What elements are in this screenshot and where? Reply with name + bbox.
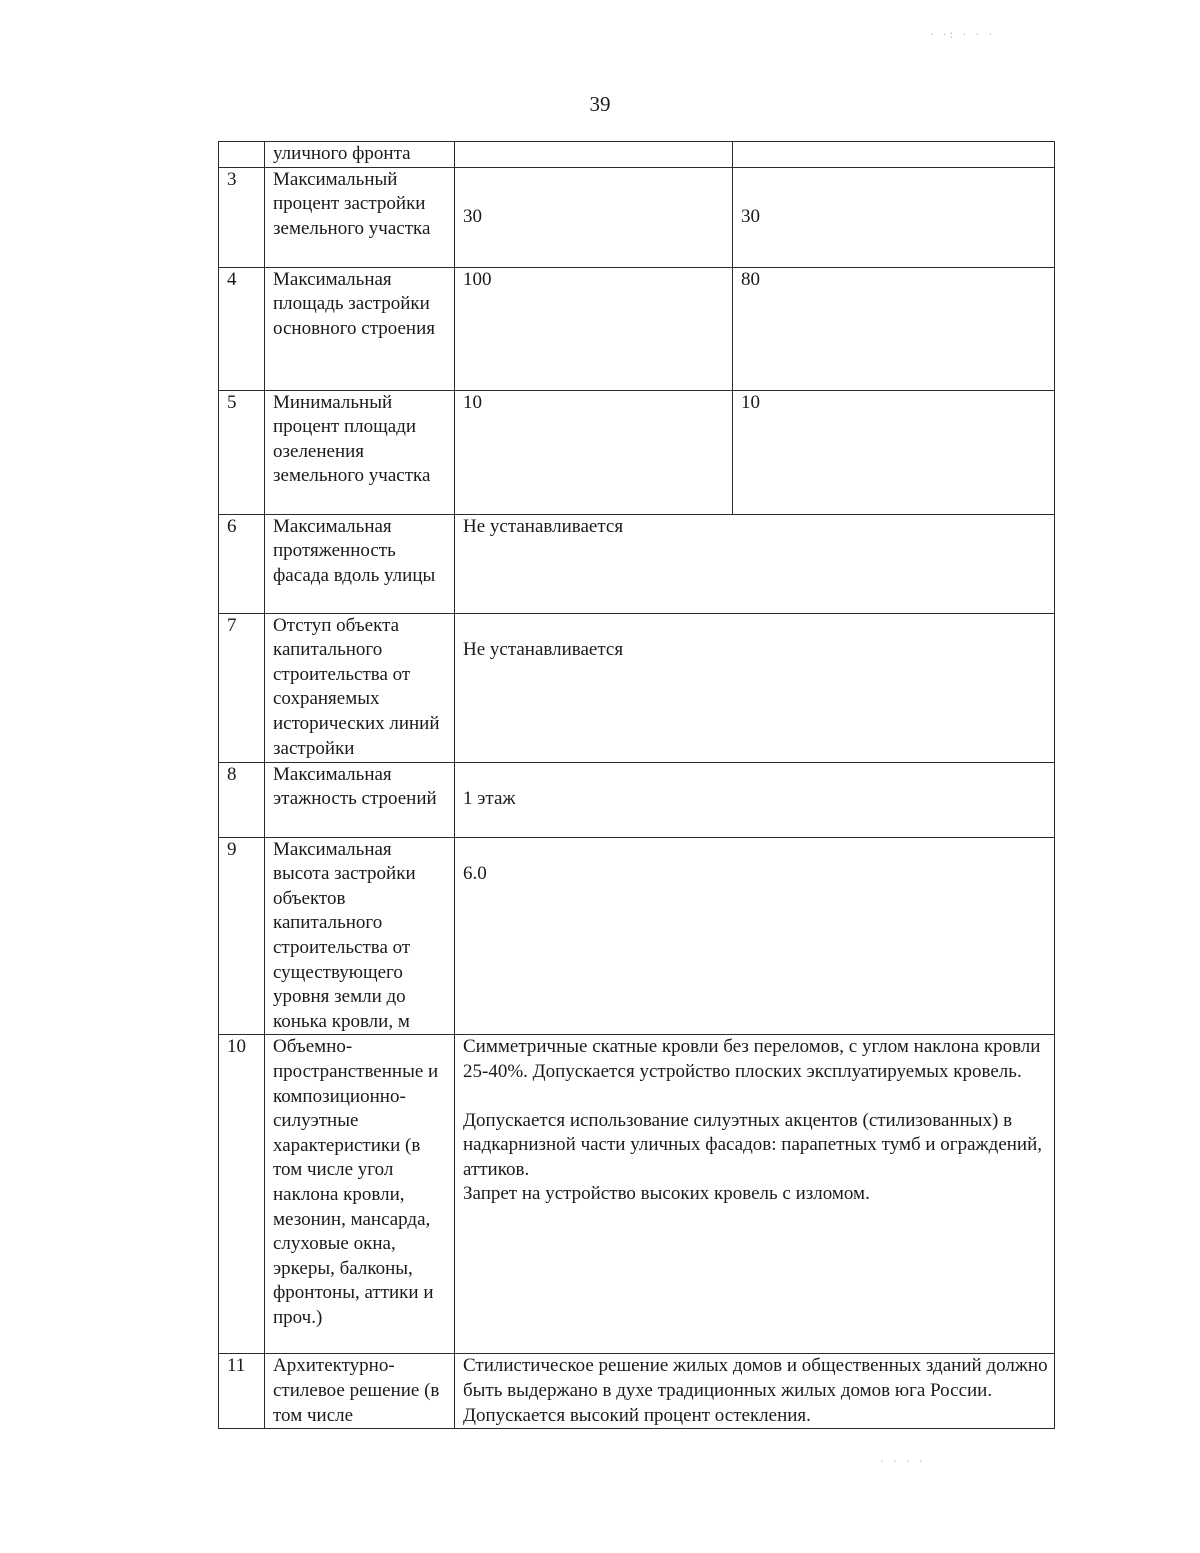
value-cell — [455, 613, 1055, 762]
value-paragraph: Допускается использование силуэтных акцентов (стилизованных) в надкарнизной части уличных фасадов: парапетных тумб и ограждений, аттиков. — [463, 1109, 1043, 1180]
table-row — [219, 1354, 1055, 1429]
value-cell: 30 — [455, 167, 733, 267]
row-number: 7 — [219, 613, 265, 762]
value-cell: 10 — [733, 390, 1055, 514]
table-row — [219, 1035, 1055, 1354]
parameters-table — [218, 141, 1055, 1429]
value-cell: Стилистическое решение жилых домов и общественных зданий должно быть выдержано в духе традиционных жилых домов юга России. Допускается высокий процент остекления. — [455, 1354, 1055, 1429]
row-number: 3 — [219, 167, 265, 267]
parameter-name: Максимальный процент застройки земельного участка — [265, 167, 455, 267]
value-paragraph: Запрет на устройство высоких кровель с изломом. — [463, 1183, 870, 1205]
value-cell: 1 этаж — [455, 762, 1055, 837]
scan-noise: · ·: · · · — [930, 28, 996, 41]
row-number: 6 — [219, 514, 265, 613]
parameter-name: уличного фронта — [265, 142, 455, 168]
page-number: 39 — [589, 92, 611, 116]
value-cell: Не устанавливается — [455, 514, 1055, 613]
parameter-name: Максимальная площадь застройки основного строения — [265, 267, 455, 390]
table-row — [219, 762, 1055, 837]
row-number: 5 — [219, 390, 265, 514]
table-row — [219, 167, 1055, 267]
table-row — [219, 267, 1055, 390]
row-number: 8 — [219, 762, 265, 837]
table-row — [219, 142, 1055, 168]
value-text: 6.0 — [463, 862, 487, 884]
value-cell: 100 — [455, 267, 733, 390]
table-row — [219, 837, 1055, 1035]
table-row — [219, 390, 1055, 514]
row-number — [219, 142, 265, 168]
value-cell: 10 — [455, 390, 733, 514]
value-cell — [455, 1035, 1055, 1354]
value-cell: 30 — [733, 167, 1055, 267]
parameter-name: Отступ объекта капитального строительства от сохраняемых исторических линий застройки — [265, 613, 455, 762]
scan-noise: · · · · — [880, 1455, 926, 1468]
parameter-name: Архитектурно-стилевое решение (в том числе — [265, 1354, 455, 1429]
value-text: Не устанавливается — [463, 638, 624, 660]
parameter-name: Минимальный процент площади озеленения земельного участка — [265, 390, 455, 514]
parameter-name: Максимальная протяженность фасада вдоль улицы — [265, 514, 455, 613]
value-paragraph: Симметричные скатные кровли без переломов, с углом наклона кровли 25-40%. Допускается устройство плоских эксплуатируемых кровель. — [463, 1036, 1041, 1082]
table-row — [219, 613, 1055, 762]
value-cell: 80 — [733, 267, 1055, 390]
row-number: 4 — [219, 267, 265, 390]
row-number: 10 — [219, 1035, 265, 1354]
row-number: 11 — [219, 1354, 265, 1429]
parameter-name: Объемно-пространственные и композиционно-силуэтные характеристики (в том числе угол наклона кровли, мезонин, мансарда, слуховые окна, эркеры, балконы, фронтоны, аттики и проч.) — [265, 1035, 455, 1354]
table-row — [219, 514, 1055, 613]
value-cell — [455, 837, 1055, 1035]
value-cell — [733, 142, 1055, 168]
value-cell — [455, 142, 733, 168]
parameter-name: Максимальная этажность строений — [265, 762, 455, 837]
row-number: 9 — [219, 837, 265, 1035]
parameter-name: Максимальная высота застройки объектов капитального строительства от существующего уровня земли до конька кровли, м — [265, 837, 455, 1035]
